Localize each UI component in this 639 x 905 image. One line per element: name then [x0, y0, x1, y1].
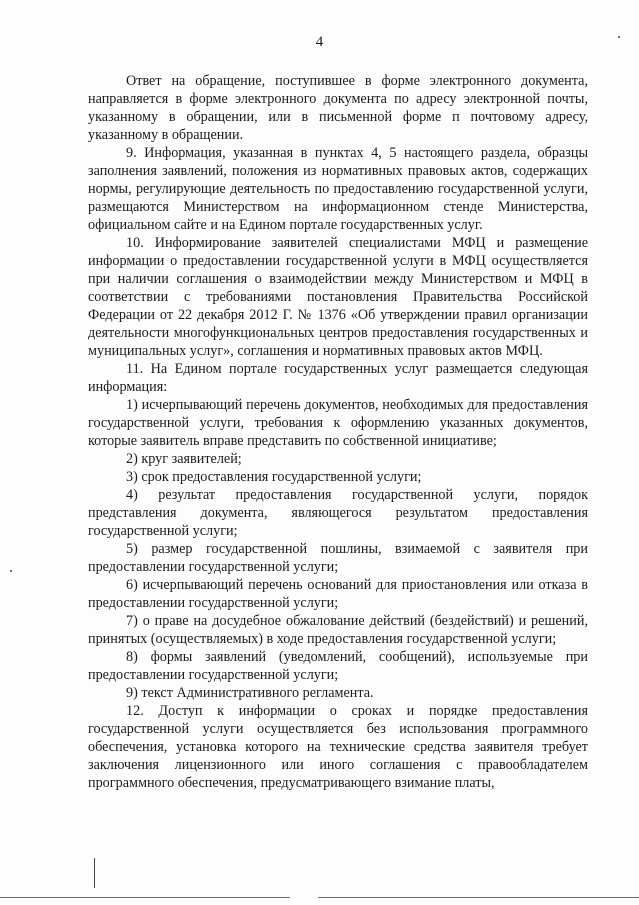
list-item-8: 8) формы заявлений (уведомлений, сообщений), используемые при предоставлении государственной услуги; [88, 649, 588, 683]
scan-artifact-line [94, 858, 95, 888]
paragraph-reply: Ответ на обращение, поступившее в форме электронного документа, направляется в форме электронного документа по адресу электронной почты, указанному в обращении, или в письменной форме п почтовому адресу, указанному в обращении. [88, 73, 588, 143]
page-number: 4 [315, 34, 324, 50]
paragraph-item-11: 11. На Едином портале государственных услуг размещается следующая информация: [88, 361, 588, 395]
list-item-4: 4) результат предоставления государственной услуги, порядок представления документа, являющегося результатом предоставления государственной услуги; [88, 487, 588, 539]
paragraph-item-9: 9. Информация, указанная в пунктах 4, 5 настоящего раздела, образцы заполнения заявлений, положения из нормативных правовых актов, содержащих нормы, регулирующие деятельность по предоставлению государственной услуги, размещаются Министерством на информационном стенде Министерства, официальном сайте и на Едином портале государственных услуг. [88, 145, 588, 233]
scan-artifact-dot [618, 36, 620, 38]
list-item-7: 7) о праве на досудебное обжалование действий (бездействий) и решений, принятых (осуществляемых) в ходе предоставления государственной услуги; [88, 613, 588, 647]
list-item-6: 6) исчерпывающий перечень оснований для приостановления или отказа в предоставлении государственной услуги; [88, 577, 588, 611]
scan-artifact-dot [10, 570, 12, 572]
scan-artifact-bottom-rule [0, 897, 290, 898]
list-item-5: 5) размер государственной пошлины, взимаемой с заявителя при предоставлении государственной услуги; [88, 541, 588, 575]
list-item-2: 2) круг заявителей; [126, 451, 242, 467]
list-item-3: 3) срок предоставления государственной услуги; [126, 469, 422, 485]
paragraph-item-12: 12. Доступ к информации о сроках и порядке предоставления государственной услуги осуществляется без использования программного обеспечения, установка которого на технические средства заявителя требует заключения лицензионного или иного соглашения с правообладателем программного обеспечения, предусматривающего взимание платы, [88, 703, 588, 791]
list-item-9: 9) текст Административного регламента. [126, 685, 374, 701]
list-item-1: 1) исчерпывающий перечень документов, необходимых для предоставления государственной услуги, требования к оформлению указанных документов, которые заявитель вправе представить по собственной инициативе; [88, 397, 588, 449]
scan-artifact-bottom-rule [318, 897, 639, 898]
document-body [88, 72, 588, 792]
paragraph-item-10: 10. Информирование заявителей специалистами МФЦ и размещение информации о предоставлении государственной услуги в МФЦ осуществляется при наличии соглашения о взаимодействии между Министерством и МФЦ в соответствии с требованиями постановления Правительства Российской Федерации от 22 декабря 2012 Г. № 1376 «Об утверждении правил организации деятельности многофункциональных центров предоставления государственных и муниципальных услуг», соглашения и нормативных правовых актов МФЦ. [88, 235, 588, 359]
